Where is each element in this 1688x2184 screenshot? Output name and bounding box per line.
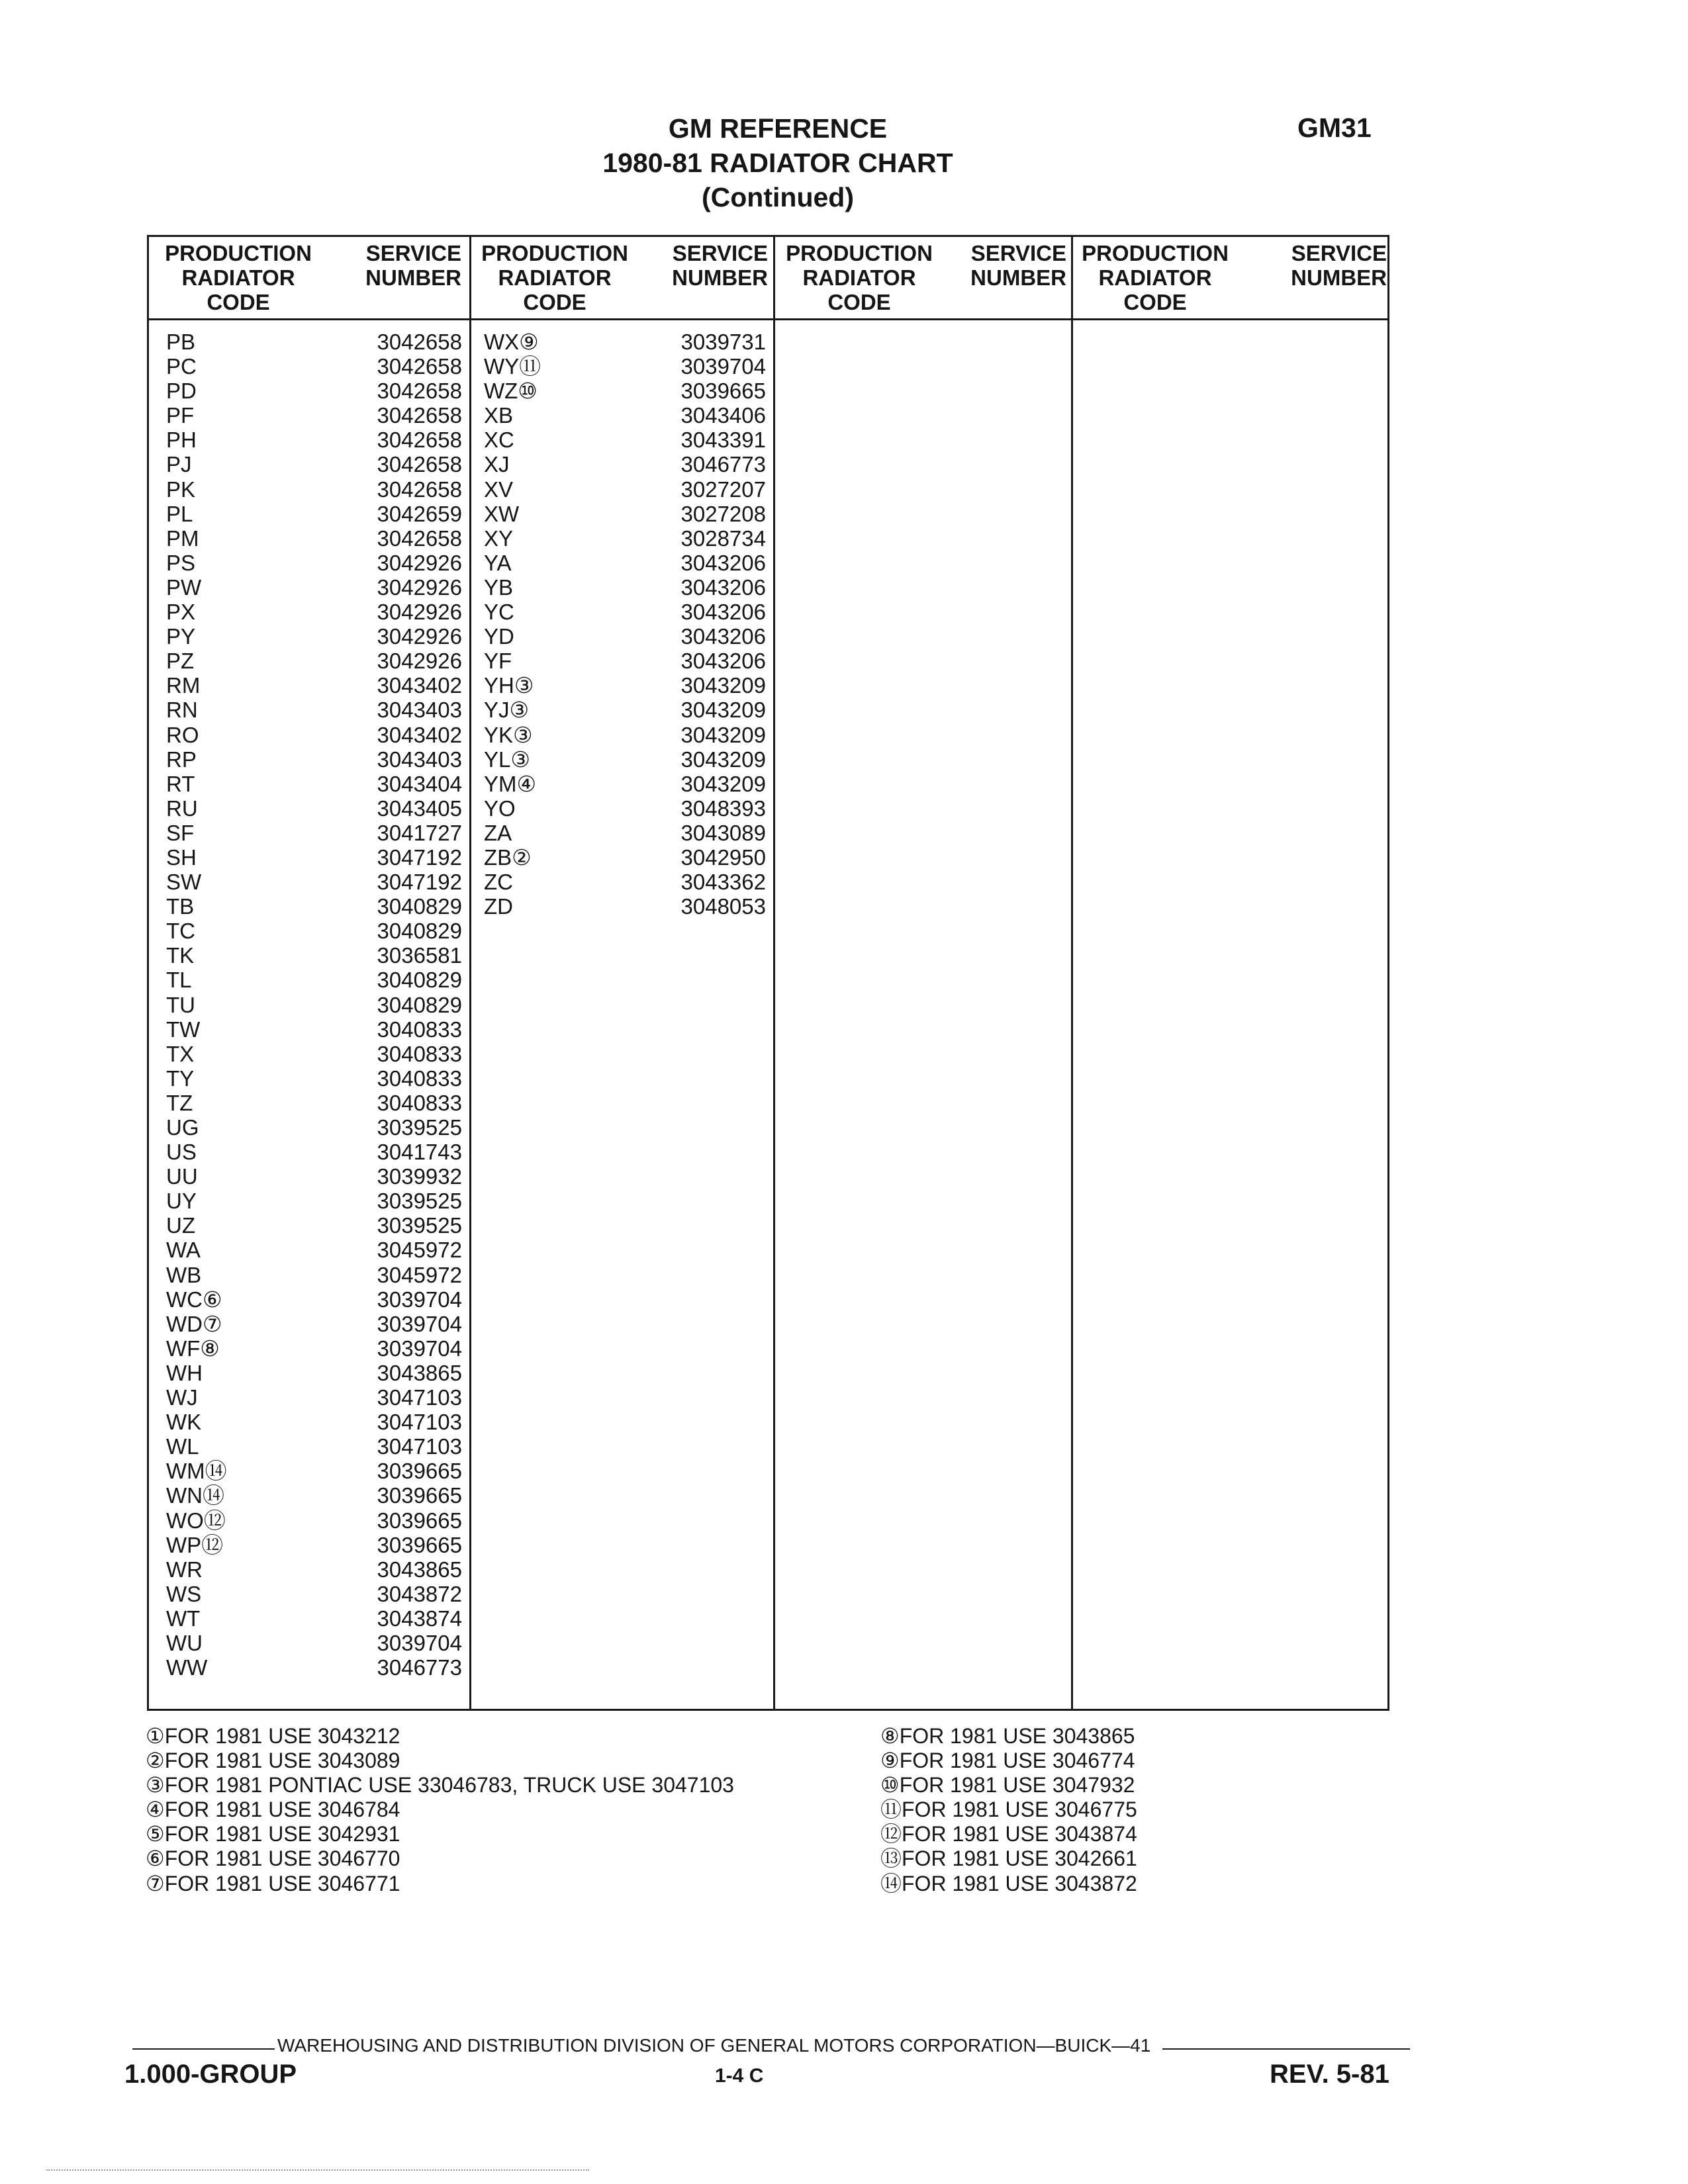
table-row	[484, 845, 766, 870]
table-row	[166, 1385, 462, 1410]
service-number: 3042926	[377, 600, 462, 625]
radiator-code: WF⑧	[166, 1336, 220, 1361]
service-number: 3043403	[377, 747, 462, 772]
service-number: 3042658	[377, 525, 462, 551]
table-row	[166, 526, 462, 551]
radiator-code: ZC	[484, 870, 513, 895]
service-number: 3043874	[377, 1606, 462, 1631]
radiator-code: ZB②	[484, 844, 532, 870]
table-row	[166, 1042, 462, 1066]
table-row	[484, 870, 766, 894]
service-number: 3043209	[680, 771, 766, 796]
footnotes-left	[146, 1724, 734, 1896]
scan-edge-mark	[46, 2169, 589, 2171]
radiator-code: PX	[166, 600, 196, 625]
service-number: 3042926	[377, 550, 462, 575]
service-number: 3039731	[680, 330, 766, 354]
table-row	[166, 870, 462, 894]
header-service-number: SERVICE NUMBER	[1291, 241, 1387, 290]
footnote: ①FOR 1981 USE 3043212	[146, 1724, 400, 1748]
service-number: 3039704	[680, 354, 766, 379]
table-row	[484, 575, 766, 600]
radiator-chart-table	[147, 235, 1389, 1711]
radiator-code: WP⑫	[166, 1532, 224, 1557]
service-number: 3042659	[377, 501, 462, 526]
table-row	[166, 1557, 462, 1582]
radiator-code: PS	[166, 550, 196, 575]
service-number: 3043209	[680, 673, 766, 698]
service-number: 3042658	[377, 477, 462, 502]
footnote: ④FOR 1981 USE 3046784	[146, 1797, 400, 1822]
service-number: 3043206	[680, 649, 766, 674]
service-number: 3045972	[377, 1238, 462, 1263]
service-number: 3043865	[377, 1360, 462, 1385]
service-number: 3043402	[377, 722, 462, 747]
table-row	[484, 649, 766, 673]
radiator-code: PF	[166, 403, 195, 428]
table-row	[484, 403, 766, 428]
table-row	[166, 1655, 462, 1680]
footer-division-text: WAREHOUSING AND DISTRIBUTION DIVISION OF GENERAL MOTORS CORPORATION—BUICK—41	[277, 2035, 1151, 2056]
radiator-code: UU	[166, 1164, 198, 1189]
service-number: 3047192	[377, 844, 462, 870]
table-row	[166, 379, 462, 403]
radiator-code: WY⑪	[484, 354, 541, 379]
service-number: 3042926	[377, 624, 462, 649]
table-row	[484, 673, 766, 698]
table-row	[484, 894, 766, 919]
radiator-code: WH	[166, 1360, 203, 1385]
service-number: 3040833	[377, 1066, 462, 1091]
table-row	[166, 821, 462, 845]
radiator-code: WM⑭	[166, 1459, 227, 1484]
radiator-code: RM	[166, 673, 201, 698]
service-number: 3041743	[377, 1140, 462, 1165]
header-production-radiator-code: PRODUCTION RADIATOR CODE	[481, 241, 628, 314]
radiator-code: TY	[166, 1066, 195, 1091]
header-production-radiator-code: PRODUCTION RADIATOR CODE	[1082, 241, 1229, 314]
table-row	[166, 1287, 462, 1312]
service-number: 3042658	[377, 354, 462, 379]
service-number: 3047103	[377, 1410, 462, 1435]
service-number: 3040833	[377, 1017, 462, 1042]
table-row	[166, 1312, 462, 1336]
table-row	[166, 428, 462, 452]
radiator-code: WX⑨	[484, 330, 539, 354]
table-row	[484, 624, 766, 649]
radiator-code: PB	[166, 330, 196, 354]
service-number: 3042658	[377, 428, 462, 453]
column-2-rows	[484, 330, 766, 919]
table-row	[484, 354, 766, 379]
service-number: 3040829	[377, 919, 462, 944]
service-number: 3042658	[377, 379, 462, 404]
radiator-code: TX	[166, 1041, 195, 1066]
table-row	[166, 723, 462, 747]
table-row	[166, 1606, 462, 1631]
table-row	[166, 330, 462, 354]
table-row	[166, 1263, 462, 1287]
table-row	[166, 1459, 462, 1483]
radiator-code: RU	[166, 796, 198, 821]
footer-revision: REV. 5-81	[1270, 2060, 1389, 2089]
service-number: 3047192	[377, 870, 462, 895]
radiator-code: TU	[166, 992, 195, 1017]
table-row	[166, 1434, 462, 1459]
table-row	[166, 1508, 462, 1533]
radiator-code: US	[166, 1140, 197, 1165]
table-row	[166, 943, 462, 968]
radiator-code: PJ	[166, 452, 192, 477]
table-row	[166, 698, 462, 722]
service-number: 3046773	[680, 452, 766, 477]
service-number: 3039704	[377, 1311, 462, 1336]
table-row	[166, 403, 462, 428]
service-number: 3042658	[377, 330, 462, 354]
service-number: 3040829	[377, 968, 462, 993]
table-row	[166, 673, 462, 698]
radiator-code: UY	[166, 1189, 197, 1214]
radiator-code: RT	[166, 771, 195, 796]
radiator-code: YK③	[484, 722, 533, 747]
radiator-code: PL	[166, 501, 193, 526]
service-number: 3043402	[377, 673, 462, 698]
footnote: ⑭FOR 1981 USE 3043872	[880, 1871, 1137, 1895]
footnote: ⑤FOR 1981 USE 3042931	[146, 1822, 400, 1846]
service-number: 3043209	[680, 747, 766, 772]
footnote: ⑧FOR 1981 USE 3043865	[880, 1724, 1135, 1748]
radiator-code: XV	[484, 477, 514, 502]
footnote: ⑥FOR 1981 USE 3046770	[146, 1846, 400, 1871]
table-row	[166, 1483, 462, 1508]
radiator-code: YM④	[484, 771, 537, 796]
service-number: 3040829	[377, 992, 462, 1017]
service-number: 3039704	[377, 1287, 462, 1312]
radiator-code: TB	[166, 894, 195, 919]
radiator-code: WS	[166, 1581, 202, 1606]
table-row	[484, 330, 766, 354]
service-number: 3043865	[377, 1557, 462, 1582]
radiator-code: PK	[166, 477, 196, 502]
radiator-code: YJ③	[484, 698, 530, 723]
service-number: 3040833	[377, 1041, 462, 1066]
service-number: 3043403	[377, 698, 462, 723]
table-row	[166, 452, 462, 477]
table-row	[166, 1361, 462, 1385]
service-number: 3043206	[680, 600, 766, 625]
table-row	[484, 723, 766, 747]
header-service-number: SERVICE NUMBER	[365, 241, 461, 290]
service-number: 3036581	[377, 943, 462, 968]
table-row	[484, 526, 766, 551]
service-number: 3039525	[377, 1213, 462, 1238]
table-row	[484, 502, 766, 526]
service-number: 3041727	[377, 820, 462, 845]
table-row	[166, 575, 462, 600]
table-row	[166, 1164, 462, 1189]
service-number: 3039525	[377, 1115, 462, 1140]
service-number: 3043404	[377, 771, 462, 796]
table-row	[166, 919, 462, 943]
radiator-code: PM	[166, 525, 199, 551]
radiator-code: YF	[484, 649, 512, 674]
title-line-continued: (Continued)	[702, 182, 854, 212]
table-row	[484, 600, 766, 624]
radiator-code: XB	[484, 403, 514, 428]
service-number: 3039525	[377, 1189, 462, 1214]
radiator-code: ZA	[484, 820, 512, 845]
radiator-code: PH	[166, 428, 197, 453]
radiator-code: WJ	[166, 1385, 198, 1410]
service-number: 3039665	[680, 379, 766, 404]
footnote: ③FOR 1981 PONTIAC USE 33046783, TRUCK USE 3047103	[146, 1773, 734, 1797]
radiator-code: YC	[484, 600, 514, 625]
table-row	[166, 1140, 462, 1164]
radiator-code: WA	[166, 1238, 201, 1263]
radiator-code: WK	[166, 1410, 202, 1435]
radiator-code: WC⑥	[166, 1287, 222, 1312]
header-production-radiator-code: PRODUCTION RADIATOR CODE	[165, 241, 312, 314]
service-number: 3039704	[377, 1336, 462, 1361]
service-number: 3027208	[680, 501, 766, 526]
table-row	[484, 796, 766, 821]
table-row	[166, 551, 462, 575]
radiator-code: RO	[166, 722, 199, 747]
service-number: 3042950	[680, 844, 766, 870]
service-number: 3043206	[680, 550, 766, 575]
radiator-code: TW	[166, 1017, 201, 1042]
footnote: ⑫FOR 1981 USE 3043874	[880, 1822, 1137, 1846]
table-row	[166, 1066, 462, 1091]
footer-group: 1.000-GROUP	[124, 2060, 297, 2089]
service-number: 3043089	[680, 820, 766, 845]
radiator-code: WR	[166, 1557, 203, 1582]
service-number: 3040833	[377, 1090, 462, 1115]
table-row	[166, 1533, 462, 1557]
table-row	[166, 993, 462, 1017]
table-row	[166, 1091, 462, 1115]
service-number: 3039665	[377, 1532, 462, 1557]
radiator-code: PZ	[166, 649, 195, 674]
service-number: 3043872	[377, 1581, 462, 1606]
radiator-code: WN⑭	[166, 1483, 224, 1508]
radiator-code: TL	[166, 968, 192, 993]
service-number: 3048053	[680, 894, 766, 919]
radiator-code: SW	[166, 870, 202, 895]
service-number: 3039704	[377, 1630, 462, 1655]
service-number: 3043405	[377, 796, 462, 821]
service-number: 3040829	[377, 894, 462, 919]
table-row	[166, 1631, 462, 1655]
radiator-code: RP	[166, 747, 197, 772]
service-number: 3039665	[377, 1508, 462, 1533]
footnote: ⑪FOR 1981 USE 3046775	[880, 1797, 1137, 1822]
radiator-code: UG	[166, 1115, 199, 1140]
radiator-code: YH③	[484, 673, 534, 698]
table-row	[166, 600, 462, 624]
footnote: ⑨FOR 1981 USE 3046774	[880, 1749, 1135, 1773]
header-service-number: SERVICE NUMBER	[970, 241, 1066, 290]
table-row	[484, 698, 766, 722]
service-number: 3028734	[680, 525, 766, 551]
radiator-code: WL	[166, 1434, 199, 1459]
service-number: 3043206	[680, 574, 766, 600]
radiator-code: SF	[166, 820, 195, 845]
table-row	[166, 1213, 462, 1238]
service-number: 3043209	[680, 722, 766, 747]
radiator-code: YB	[484, 574, 514, 600]
radiator-code: WB	[166, 1262, 202, 1287]
radiator-code: WO⑫	[166, 1508, 226, 1533]
table-row	[166, 354, 462, 379]
page-title	[397, 111, 1158, 214]
radiator-code: UZ	[166, 1213, 195, 1238]
table-row	[166, 477, 462, 502]
table-row	[484, 379, 766, 403]
radiator-code: XC	[484, 428, 514, 453]
table-row	[484, 772, 766, 796]
footer-rule	[1162, 2048, 1410, 2050]
radiator-code: PC	[166, 354, 197, 379]
radiator-code: XJ	[484, 452, 510, 477]
footnote: ⑦FOR 1981 USE 3046771	[146, 1871, 400, 1895]
service-number: 3042926	[377, 574, 462, 600]
table-row	[166, 649, 462, 673]
title-line-reference: GM REFERENCE	[668, 113, 888, 144]
radiator-code: SH	[166, 844, 197, 870]
table-row	[166, 968, 462, 992]
table-row	[484, 747, 766, 772]
radiator-code: WW	[166, 1655, 208, 1680]
table-row	[484, 452, 766, 477]
table-row	[166, 796, 462, 821]
table-row	[166, 1410, 462, 1434]
radiator-code: XW	[484, 501, 520, 526]
column-divider	[469, 237, 471, 1709]
header-divider	[149, 318, 1387, 320]
footnote: ②FOR 1981 USE 3043089	[146, 1749, 400, 1773]
table-row	[166, 1336, 462, 1361]
table-row	[484, 821, 766, 845]
table-row	[166, 1115, 462, 1140]
table-row	[166, 624, 462, 649]
table-row	[166, 845, 462, 870]
service-number: 3045972	[377, 1262, 462, 1287]
service-number: 3047103	[377, 1434, 462, 1459]
radiator-code: RN	[166, 698, 198, 723]
service-number: 3039665	[377, 1459, 462, 1484]
radiator-code: ZD	[484, 894, 513, 919]
table-row	[166, 772, 462, 796]
radiator-code: YA	[484, 550, 512, 575]
service-number: 3042658	[377, 452, 462, 477]
radiator-code: WZ⑩	[484, 379, 538, 404]
title-line-chart: 1980-81 RADIATOR CHART	[602, 148, 953, 178]
service-number: 3043362	[680, 870, 766, 895]
service-number: 3039932	[377, 1164, 462, 1189]
service-number: 3043206	[680, 624, 766, 649]
radiator-code: PW	[166, 574, 202, 600]
service-number: 3048393	[680, 796, 766, 821]
table-row	[166, 1582, 462, 1606]
radiator-code: TC	[166, 919, 195, 944]
radiator-code: XY	[484, 525, 514, 551]
radiator-code: PD	[166, 379, 197, 404]
service-number: 3047103	[377, 1385, 462, 1410]
table-row	[484, 551, 766, 575]
radiator-code: WT	[166, 1606, 201, 1631]
table-row	[166, 1017, 462, 1042]
page-code: GM31	[1297, 113, 1372, 143]
radiator-code: TK	[166, 943, 195, 968]
radiator-code: YD	[484, 624, 514, 649]
header-service-number: SERVICE NUMBER	[672, 241, 768, 290]
column-1-rows	[166, 330, 462, 1680]
radiator-code: WU	[166, 1630, 203, 1655]
footnote: ⑬FOR 1981 USE 3042661	[880, 1846, 1137, 1871]
service-number: 3027207	[680, 477, 766, 502]
table-row	[484, 428, 766, 452]
header-production-radiator-code: PRODUCTION RADIATOR CODE	[786, 241, 933, 314]
service-number: 3043209	[680, 698, 766, 723]
radiator-code: TZ	[166, 1090, 193, 1115]
table-row	[166, 747, 462, 772]
footnotes-right	[880, 1724, 1137, 1896]
table-row	[166, 894, 462, 919]
radiator-code: PY	[166, 624, 196, 649]
radiator-code: YO	[484, 796, 516, 821]
service-number: 3039665	[377, 1483, 462, 1508]
footnote: ⑩FOR 1981 USE 3047932	[880, 1773, 1135, 1797]
table-row	[484, 477, 766, 502]
service-number: 3046773	[377, 1655, 462, 1680]
table-row	[166, 1238, 462, 1262]
column-divider	[773, 237, 775, 1709]
table-row	[166, 1189, 462, 1213]
footer-page-number: 1-4 C	[715, 2065, 764, 2087]
service-number: 3042658	[377, 403, 462, 428]
service-number: 3042926	[377, 649, 462, 674]
radiator-code: WD⑦	[166, 1311, 222, 1336]
service-number: 3043391	[680, 428, 766, 453]
table-row	[166, 502, 462, 526]
footer-rule	[132, 2048, 275, 2050]
column-divider	[1071, 237, 1073, 1709]
footer-division-line	[132, 2035, 1410, 2056]
radiator-code: YL③	[484, 747, 530, 772]
service-number: 3043406	[680, 403, 766, 428]
